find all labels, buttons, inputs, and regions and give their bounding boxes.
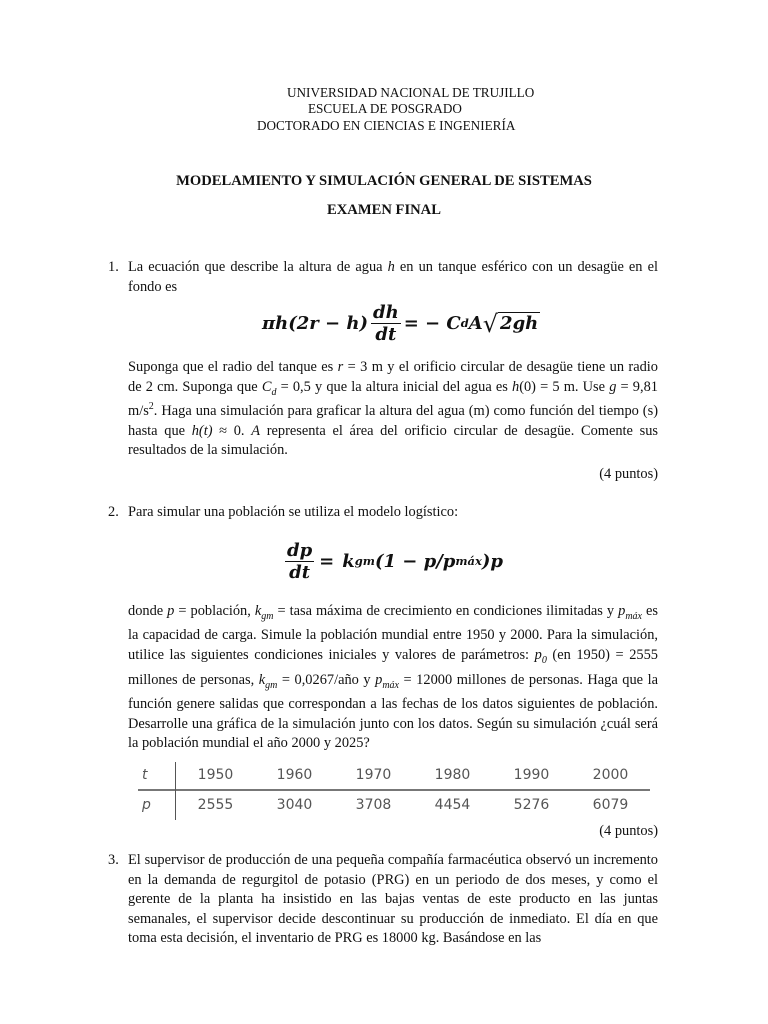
table-cell: 3040 <box>276 797 313 814</box>
q2-body: donde p = población, $k_{gm}$ = tasa máxima de crecimiento en condiciones ilimitadas y $p_{máx}$ es la capacidad de carga. Simule la población mundial entre 1950 y 2000. Para la simulación, utilice las siguientes condiciones iniciales y valores de parámetros: $p_0$ (en 1950) = 2555 millones de personas, $k_{gm}$ = 0,0267/año y $p_{máx} = 12000$ millones de personas. Haga que la función genere salidas que correspondan a las fechas de los datos siguientes de población. Desarrolle una gráfica de la simulación junto con los datos. Según su simulación ¿cuál será la población mundial el año 2000 y 2025? <box>128 603 658 752</box>
table-row-t <box>138 762 650 790</box>
population-table <box>138 760 650 822</box>
table-cell: 1960 <box>276 767 313 784</box>
header-program: DOCTORADO EN CIENCIAS E INGENIERÍA <box>257 118 516 133</box>
q1-sqrt: √ 2gh <box>482 309 539 338</box>
exam-title: EXAMEN FINAL <box>327 202 441 218</box>
table-divider <box>138 789 650 791</box>
q1-intro: La ecuación que describe la altura de agua h en un tanque esférico con un desagüe en el fondo es <box>128 259 658 295</box>
q1-number: 1. <box>108 259 119 275</box>
table-cell: 6079 <box>592 797 629 814</box>
q1-points: (4 puntos) <box>599 466 658 482</box>
q3-body: El supervisor de producción de una pequeña compañía farmacéutica observó un incremento en la demanda de regurgitol de potasio (PRG) en un periodo de dos meses, y como el gerente de la planta ha insistido en las bajas ventas de este producto en las juntas semanales, el supervisor decide descontinuar su producción de inmediato. El día en que toma esta decisión, el inventario de PRG es 18000 kg. Basándose en las <box>128 852 658 947</box>
table-label-p: p <box>142 797 151 814</box>
q2-equation: $\frac{dp}{dt}$ = k gm (1 − p/p máx )p <box>287 540 503 583</box>
table-cell: 1990 <box>513 767 550 784</box>
table-cell: 4454 <box>434 797 471 814</box>
header-school: ESCUELA DE POSGRADO <box>308 101 462 116</box>
header-university: UNIVERSIDAD NACIONAL DE TRUJILLO <box>287 85 535 100</box>
table-cell: 2555 <box>197 797 234 814</box>
q1-equation: πh (2r − h) $\frac{dh}{dt}$ = − C d A √ 2gh <box>262 302 539 345</box>
table-cell: 5276 <box>513 797 550 814</box>
q1-body: Suponga que el radio del tanque es r = 3 m y el orificio circular de desagüe tiene un radio de 2 cm. Suponga que $C_d = 0,5$ y que la altura inicial del agua es h(0) = 5 m. Use g = 9,81 $m/s^2$. Haga una simulación para graficar la altura del agua (m) como función del tiempo (s) hasta que h(t) ≈ 0. A representa el área del orificio circular de desagüe. Comente sus resultados de la simulación. <box>128 359 659 459</box>
q2-intro: Para simular una población se utiliza el modelo logístico: <box>128 504 459 520</box>
q2-derivative: $\frac{dp}{dt}$ <box>287 540 313 583</box>
q3-number: 3. <box>108 852 119 868</box>
table-cell: 1970 <box>355 767 392 784</box>
table-cell: 1980 <box>434 767 471 784</box>
table-cell: 2000 <box>592 767 629 784</box>
table-cell: 1950 <box>197 767 234 784</box>
q2-number: 2. <box>108 504 119 520</box>
table-cell: 3708 <box>355 797 392 814</box>
q2-points: (4 puntos) <box>599 823 658 839</box>
course-title: MODELAMIENTO Y SIMULACIÓN GENERAL DE SISTEMAS <box>176 173 592 189</box>
table-row-p <box>138 792 650 820</box>
q1-derivative: $\frac{dh}{dt}$ <box>373 302 399 345</box>
table-label-t: t <box>142 767 148 784</box>
